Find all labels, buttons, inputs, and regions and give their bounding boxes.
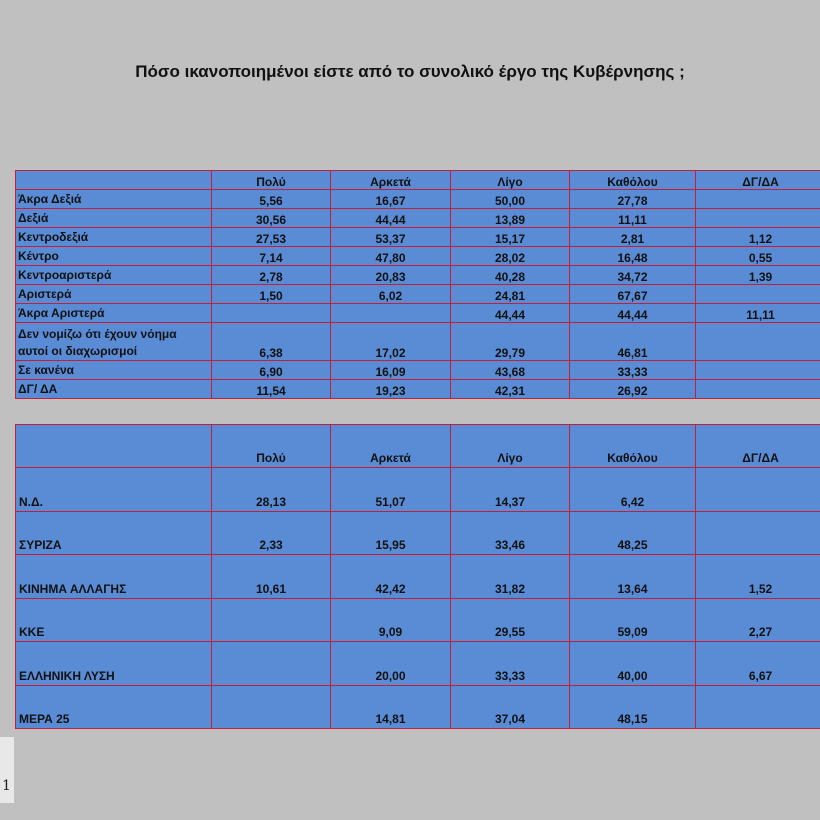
table-row	[16, 266, 820, 285]
value-cell: 6,38	[212, 323, 331, 361]
row-label: ΜΕΡΑ 25	[16, 685, 212, 729]
value-cell: 67,67	[570, 285, 696, 304]
value-cell: 14,81	[331, 685, 451, 729]
value-cell: 7,14	[212, 247, 331, 266]
value-cell: 20,83	[331, 266, 451, 285]
column-header: Καθόλου	[570, 171, 696, 190]
value-cell: 5,56	[212, 190, 331, 209]
value-cell: 9,09	[331, 598, 451, 642]
table-row	[16, 598, 820, 642]
value-cell: 2,81	[570, 228, 696, 247]
value-cell: 44,44	[570, 304, 696, 323]
table-row	[16, 468, 820, 512]
row-label: Αριστερά	[16, 285, 212, 304]
value-cell: 42,31	[451, 380, 570, 399]
value-cell: 15,17	[451, 228, 570, 247]
value-cell	[696, 380, 820, 399]
row-label: Δεν νομίζω ότι έχουν νόημα αυτοί οι διαχωρισμοί	[16, 323, 212, 361]
value-cell: 6,42	[570, 468, 696, 512]
value-cell: 24,81	[451, 285, 570, 304]
value-cell: 40,00	[570, 642, 696, 686]
column-header: Πολύ	[212, 171, 331, 190]
value-cell: 42,42	[331, 555, 451, 599]
value-cell: 48,15	[570, 685, 696, 729]
row-label: ΣΥΡΙΖΑ	[16, 511, 212, 555]
column-header: Καθόλου	[570, 425, 696, 468]
value-cell: 59,09	[570, 598, 696, 642]
header-corner-cell	[16, 425, 212, 468]
value-cell	[696, 685, 820, 729]
value-cell: 53,37	[331, 228, 451, 247]
table-header-row	[16, 425, 820, 468]
value-cell: 33,46	[451, 511, 570, 555]
row-label: ΚΚΕ	[16, 598, 212, 642]
value-cell: 1,52	[696, 555, 820, 599]
column-header: Αρκετά	[331, 425, 451, 468]
value-cell	[696, 209, 820, 228]
table-by-ideology	[15, 170, 820, 399]
value-cell: 51,07	[331, 468, 451, 512]
row-label: Άκρα Δεξιά	[16, 190, 212, 209]
value-cell: 33,33	[570, 361, 696, 380]
value-cell: 27,78	[570, 190, 696, 209]
value-cell: 2,33	[212, 511, 331, 555]
value-cell: 2,78	[212, 266, 331, 285]
row-label: Σε κανένα	[16, 361, 212, 380]
value-cell: 44,44	[451, 304, 570, 323]
table-row	[16, 209, 820, 228]
page-title: Πόσο ικανοποιημένοι είστε από το συνολικό έργο της Κυβέρνησης ;	[135, 62, 685, 81]
value-cell: 6,67	[696, 642, 820, 686]
value-cell: 16,09	[331, 361, 451, 380]
value-cell: 33,33	[451, 642, 570, 686]
value-cell: 46,81	[570, 323, 696, 361]
value-cell	[212, 598, 331, 642]
value-cell: 19,23	[331, 380, 451, 399]
value-cell: 6,02	[331, 285, 451, 304]
value-cell	[212, 685, 331, 729]
value-cell: 16,67	[331, 190, 451, 209]
table-row	[16, 685, 820, 729]
value-cell: 48,25	[570, 511, 696, 555]
value-cell	[696, 190, 820, 209]
row-label: Κεντροδεξιά	[16, 228, 212, 247]
table-row	[16, 380, 820, 399]
table-row	[16, 228, 820, 247]
table-row	[16, 285, 820, 304]
value-cell: 44,44	[331, 209, 451, 228]
column-header: Λίγο	[451, 425, 570, 468]
value-cell: 16,48	[570, 247, 696, 266]
value-cell: 11,54	[212, 380, 331, 399]
value-cell: 2,27	[696, 598, 820, 642]
value-cell	[212, 304, 331, 323]
value-cell: 1,50	[212, 285, 331, 304]
value-cell	[696, 468, 820, 512]
value-cell: 1,39	[696, 266, 820, 285]
value-cell: 0,55	[696, 247, 820, 266]
value-cell: 37,04	[451, 685, 570, 729]
table-row	[16, 190, 820, 209]
value-cell	[696, 323, 820, 361]
table-row	[16, 361, 820, 380]
value-cell: 17,02	[331, 323, 451, 361]
value-cell: 30,56	[212, 209, 331, 228]
table-row	[16, 511, 820, 555]
column-header: Πολύ	[212, 425, 331, 468]
row-label: Δεξιά	[16, 209, 212, 228]
column-header: Αρκετά	[331, 171, 451, 190]
row-label: Ν.Δ.	[16, 468, 212, 512]
row-label: ΔΓ/ ΔΑ	[16, 380, 212, 399]
value-cell: 13,64	[570, 555, 696, 599]
header-corner-cell	[16, 171, 212, 190]
table-row	[16, 247, 820, 266]
value-cell: 14,37	[451, 468, 570, 512]
value-cell: 50,00	[451, 190, 570, 209]
value-cell: 47,80	[331, 247, 451, 266]
table-row	[16, 642, 820, 686]
side-mark: 1	[2, 778, 11, 794]
value-cell: 1,12	[696, 228, 820, 247]
value-cell: 11,11	[696, 304, 820, 323]
value-cell: 11,11	[570, 209, 696, 228]
value-cell: 31,82	[451, 555, 570, 599]
value-cell: 28,13	[212, 468, 331, 512]
value-cell: 15,95	[331, 511, 451, 555]
value-cell: 29,79	[451, 323, 570, 361]
table-row	[16, 304, 820, 323]
value-cell: 10,61	[212, 555, 331, 599]
row-label: Κεντροαριστερά	[16, 266, 212, 285]
row-label: ΕΛΛΗΝΙΚΗ ΛΥΣΗ	[16, 642, 212, 686]
value-cell	[212, 642, 331, 686]
value-cell	[331, 304, 451, 323]
column-header: ΔΓ/ΔΑ	[696, 171, 820, 190]
value-cell: 20,00	[331, 642, 451, 686]
row-label: ΚΙΝΗΜΑ ΑΛΛΑΓΗΣ	[16, 555, 212, 599]
row-label: Άκρα Αριστερά	[16, 304, 212, 323]
column-header: ΔΓ/ΔΑ	[696, 425, 820, 468]
table-header-row	[16, 171, 820, 190]
value-cell	[696, 285, 820, 304]
table-by-party	[15, 424, 820, 729]
value-cell: 43,68	[451, 361, 570, 380]
value-cell: 13,89	[451, 209, 570, 228]
value-cell: 34,72	[570, 266, 696, 285]
table-row	[16, 555, 820, 599]
value-cell: 26,92	[570, 380, 696, 399]
table-row	[16, 323, 820, 361]
value-cell: 29,55	[451, 598, 570, 642]
value-cell: 27,53	[212, 228, 331, 247]
value-cell	[696, 361, 820, 380]
value-cell	[696, 511, 820, 555]
row-label: Κέντρο	[16, 247, 212, 266]
column-header: Λίγο	[451, 171, 570, 190]
value-cell: 28,02	[451, 247, 570, 266]
value-cell: 6,90	[212, 361, 331, 380]
value-cell: 40,28	[451, 266, 570, 285]
